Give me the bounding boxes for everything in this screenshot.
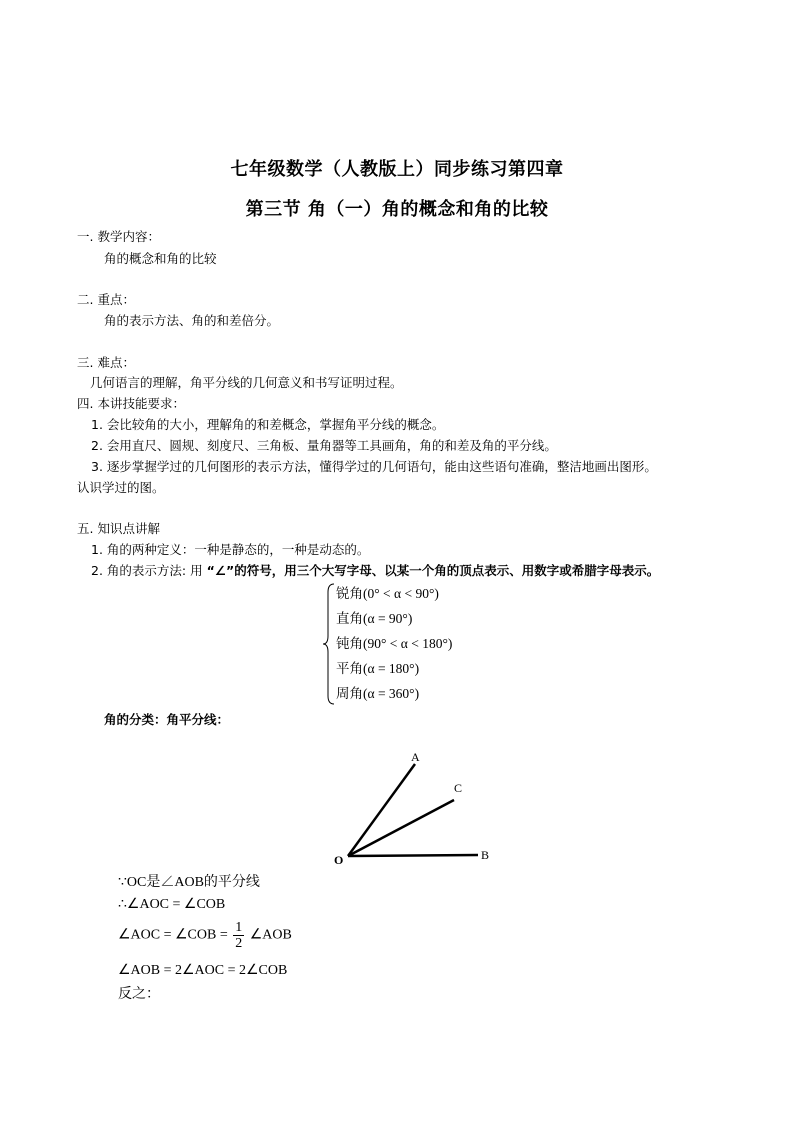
section-4-heading: 四. 本讲技能要求： <box>77 396 185 411</box>
diagram-label-c: C <box>454 781 463 795</box>
section-5-item-2-bold: “∠”的符号，用三个大写字母、以某一个角的顶点表示、用数字或希腊字母表示。 <box>206 563 660 578</box>
ray-ob <box>348 855 478 856</box>
fraction-denominator: 2 <box>235 936 243 951</box>
classification-brace <box>322 582 336 706</box>
section-4-item-1: 1. 会比较角的大小，理解角的和差概念，掌握角平分线的概念。 <box>91 417 445 432</box>
angle-classification-list <box>336 581 452 706</box>
section-5-item-1: 1. 角的两种定义：一种是静态的，一种是动态的。 <box>91 542 370 557</box>
diagram-label-b: B <box>481 848 490 862</box>
proof-line-3-prefix: ∠AOC = ∠COB = <box>118 927 228 943</box>
one-half-fraction <box>233 920 244 951</box>
section-3-heading: 三. 难点： <box>77 355 135 370</box>
classification-straight: 平角(α = 180°) <box>336 661 420 676</box>
page-subtitle: 第三节 角（一）角的概念和角的比较 <box>245 199 549 220</box>
section-4-item-2: 2. 会用直尺、圆规、刻度尺、三角板、量角器等工具画角，角的和差及角的平分线。 <box>91 438 557 453</box>
section-5-item-2 <box>91 563 659 579</box>
fraction-numerator: 1 <box>235 920 243 935</box>
section-1-body: 角的概念和角的比较 <box>104 251 217 266</box>
classification-full: 周角(α = 360°) <box>336 686 420 701</box>
section-4-item-3: 3. 逐步掌握学过的几何图形的表示方法，懂得学过的几何语句，能由这些语句准确，整洁地画出图形。 <box>91 459 657 474</box>
ray-oa <box>348 764 415 856</box>
classification-right: 直角(α = 90°) <box>336 611 413 626</box>
page-title: 七年级数学（人教版上）同步练习第四章 <box>230 159 564 180</box>
ray-oc <box>348 800 454 856</box>
section-1-heading: 一. 教学内容： <box>77 229 160 244</box>
proof-line-5: 反之： <box>118 987 160 1002</box>
section-2-heading: 二. 重点： <box>77 292 135 307</box>
proof-line-2: ∴∠AOC = ∠COB <box>118 897 226 912</box>
classification-acute: 锐角(0° < α < 90°) <box>336 586 439 601</box>
proof-line-3-suffix: ∠AOB <box>249 927 292 943</box>
diagram-label-o: O <box>334 853 344 867</box>
section-5-heading: 五. 知识点讲解 <box>77 521 160 536</box>
proof-line-4: ∠AOB = 2∠AOC = 2∠COB <box>118 963 288 978</box>
section-5-item-2-prefix: 2. 角的表示方法: 用 <box>91 563 203 578</box>
classification-label: 角的分类：角平分线： <box>104 712 230 727</box>
section-4-continuation: 认识学过的图。 <box>77 480 165 495</box>
proof-line-1: ∵OC是∠AOB的平分线 <box>118 875 260 890</box>
section-3-body: 几何语言的理解，角平分线的几何意义和书写证明过程。 <box>90 375 403 390</box>
diagram-label-a: A <box>411 750 420 764</box>
classification-obtuse: 钝角(90° < α < 180°) <box>336 636 453 651</box>
section-2-body: 角的表示方法、角的和差倍分。 <box>104 313 280 328</box>
proof-line-3 <box>118 920 292 951</box>
